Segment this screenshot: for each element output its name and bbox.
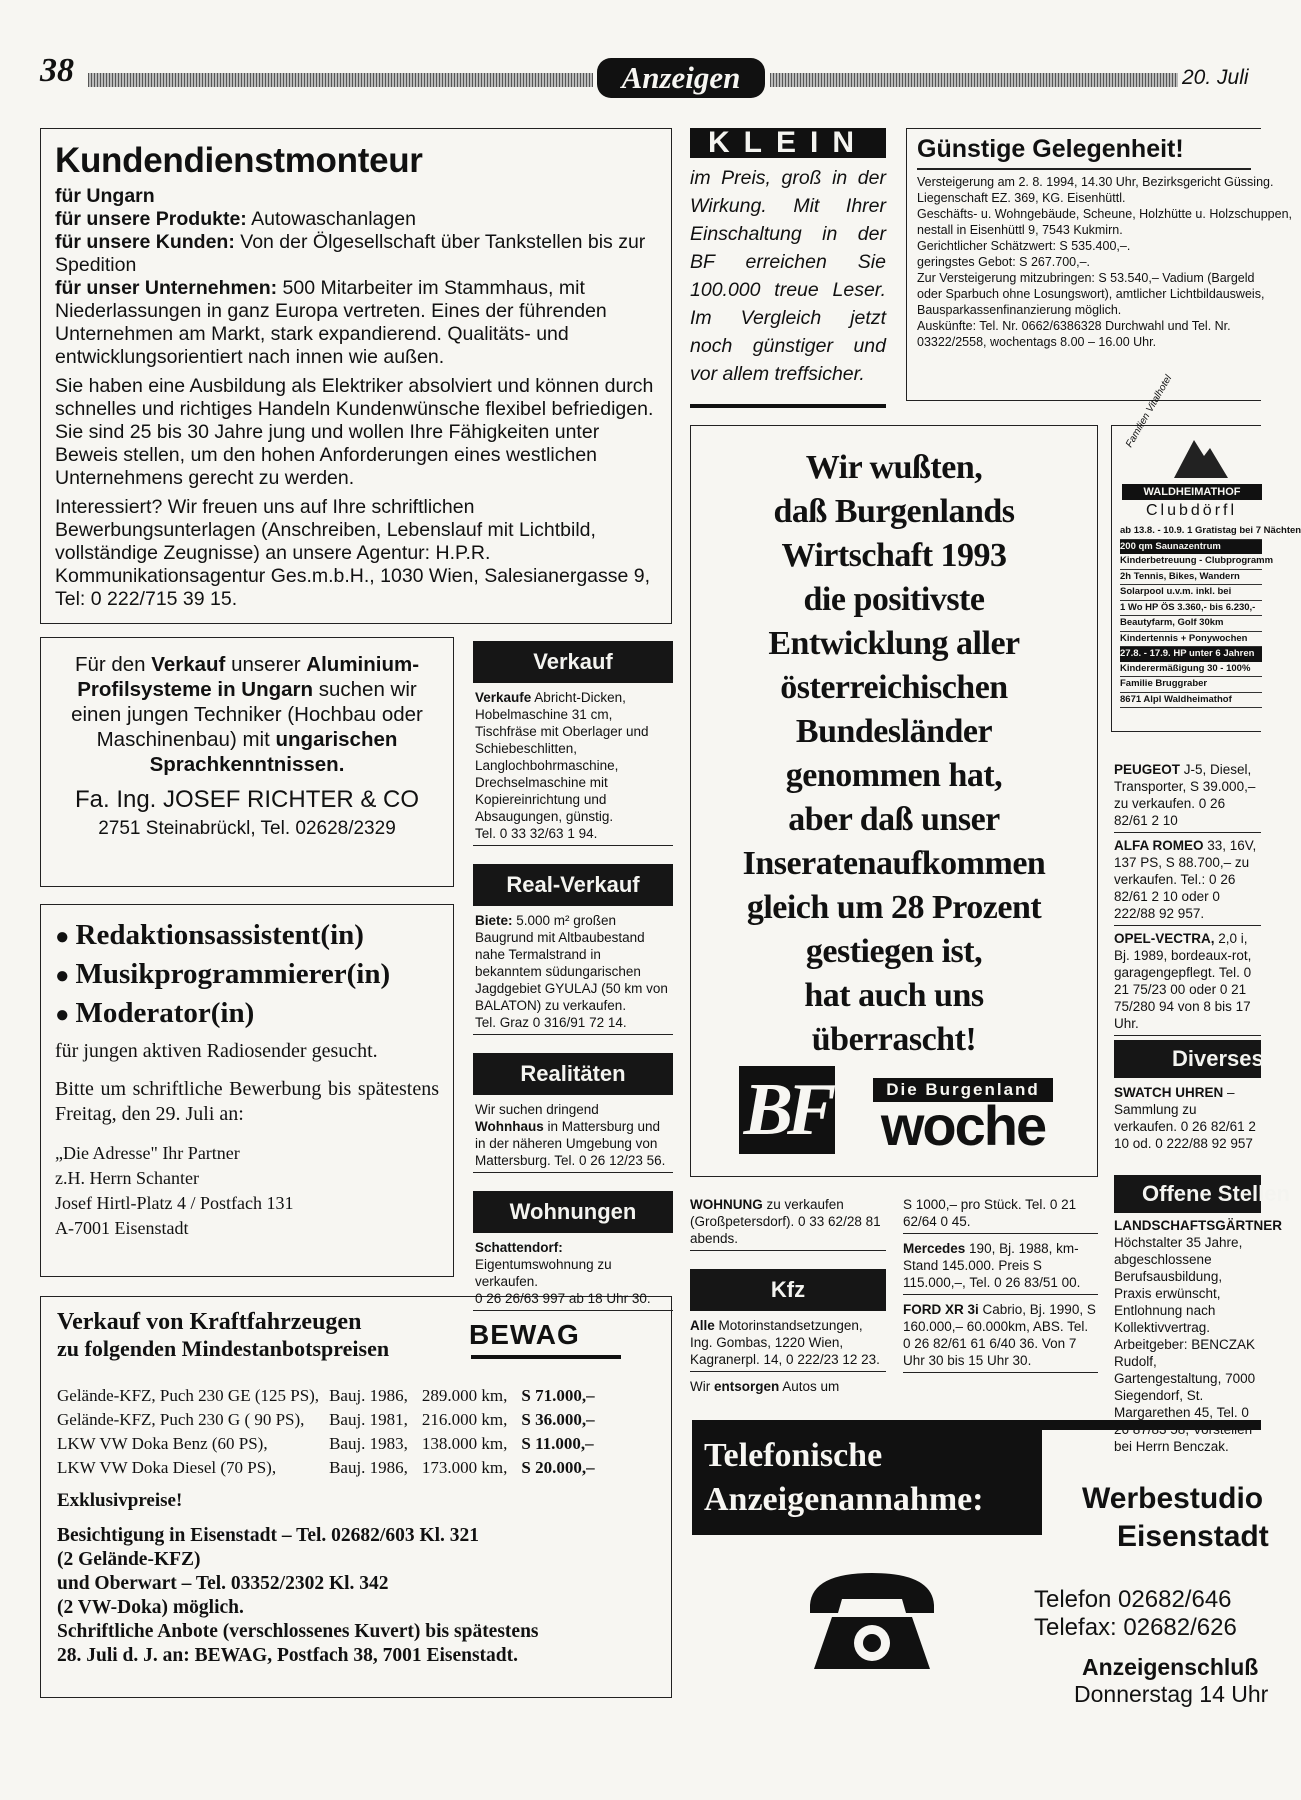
club-detail-line: Solarpool u.v.m. inkl. bei [1120, 585, 1262, 601]
bullet-icon: ● [55, 924, 76, 950]
vehicle-year: Bauj. 1986, [329, 1458, 408, 1477]
radio-position-label: Redaktionsassistent(in) [75, 919, 364, 951]
job-profile-text: Sie haben eine Ausbildung als Elektriker absolviert und können durch schnelles und richtiges Handeln Kundenwünsche flexibel befriedigen. Sie sind 25 bis 30 Jahre jung und wollen Ihre Fähigkeiten unter Beweis stellen, um den hohen Anforderungen eines westlichen Unternehmens gerecht zu werden. [55, 375, 654, 489]
tel-title-2: Anzeigenannahme: [704, 1481, 984, 1518]
klein-text: im Preis, groß in der Wirkung. Mit Ihrer Einschaltung in der BF erreichen Sie 100.000 treue Leser. Im Vergleich jetzt noch günstiger und vor allem treffsicher. [690, 167, 886, 385]
job-requirement-label: für unser Unternehmen: [55, 277, 278, 299]
club-detail-line: 1 Wo HP ÖS 3.360,- bis 6.230,- [1120, 601, 1262, 617]
job-requirement-text: 500 Mitarbeiter im Stammhaus, mit Niederlassungen in ganz Europa vertreten. Eines der führenden Unternehmen am Markt, stark expandierend. Qualitäts- und entwicklungsorientiert nach innen wie außen. [55, 277, 607, 368]
bf-woche-ad [690, 425, 1098, 1177]
radio-position [55, 995, 439, 1034]
bewag-footer-line: Besichtigung in Eisenstadt – Tel. 02682/603 Kl. 321 [57, 1525, 480, 1546]
job-requirement-line [55, 185, 659, 208]
section-header-wohnungen: Wohnungen [473, 1191, 673, 1233]
tel-title-1: Telefonische [704, 1437, 883, 1474]
bf-headline-line: österreichischen [780, 669, 1008, 706]
header-rule-left [88, 73, 593, 87]
diverses-section [1114, 1040, 1264, 1151]
section-header-kfz: Kfz [690, 1269, 886, 1311]
offene-stellen-section [1114, 1175, 1290, 1454]
bf-headline-line: Entwicklung aller [768, 625, 1020, 662]
ad-swatch: SWATCH UHREN – Sammlung zu verkaufen. 0 26 82/61 2 10 od. 0 222/88 92 957 [1114, 1085, 1256, 1151]
bf-headline-line: Inseratenaufkommen [742, 845, 1046, 882]
job-requirement-label: für unsere Produkte: [55, 208, 247, 230]
vehicle-km: 289.000 km, [421, 1386, 508, 1405]
bewag-footer-line: (2 VW-Doka) möglich. [57, 1597, 244, 1618]
radio-job-ad [40, 904, 454, 1277]
bf-headline-line: aber daß unser [788, 801, 1000, 838]
club-sub: Clubdörfl [1146, 502, 1238, 519]
section-header-realitaeten: Realitäten [473, 1053, 673, 1095]
car-ad [1114, 926, 1261, 1036]
radio-address [55, 1141, 439, 1241]
car-ad-text: 33, 16V, 137 PS, S 88.700,– zu verkaufen. Tel.: 0 26 82/61 2 10 oder 0 222/88 92 957. [1114, 838, 1257, 921]
vehicle-price: S 11.000,– [521, 1434, 594, 1453]
bf-brand-top: Die Burgenland [873, 1078, 1053, 1102]
job-requirement-text: Autowaschanlagen [246, 208, 416, 230]
ad-landschaftsgaertner: LANDSCHAFTSGÄRTNER Höchstalter 35 Jahre, abgeschlossene Berufsausbildung, Praxis erwünscht, Entlohnung nach Kollektivvertrag. Arbeitgeber: BENCZAK Rudolf, Gartengestaltung, 7000 Siegendorf, St. Margarethen 45, Tel. 0 bei Herrn Benczak. [1114, 1218, 1282, 1454]
bewag-vehicle-row [57, 1408, 595, 1432]
tel-title-block [692, 1420, 1042, 1535]
bewag-footer-line: und Oberwart – Tel. 03352/2302 Kl. 342 [57, 1573, 389, 1594]
bf-headline-line: Wirtschaft 1993 [781, 537, 1007, 574]
ad-entsorgen: Wir entsorgen Autos um [690, 1379, 840, 1394]
ad-wohnung-grosspetersdorf: WOHNUNG zu verkaufen (Großpetersdorf). 0 33 62/28 81 abends. [690, 1196, 886, 1251]
bf-headline-line: hat auch uns [804, 977, 984, 1014]
issue-date: 20. Juli [1182, 66, 1249, 89]
job-requirement-line [55, 208, 659, 231]
radio-text-2: Bitte um schriftliche Bewerbung bis spätestens Freitag, den 29. Juli an: [55, 1078, 439, 1125]
vehicle-name: Gelände-KFZ, Puch 230 GE (125 PS), [57, 1386, 320, 1405]
club-detail-line: Beautyfarm, Golf 30km [1120, 616, 1262, 632]
classified-column-middle [473, 641, 673, 1311]
richter-company: Fa. Ing. JOSEF RICHTER & CO [74, 786, 420, 813]
richter-ad-text: Für den Verkauf unserer Aluminium-Profilsysteme in Ungarn suchen wir einen jungen Techniker (Hochbau oder Maschinenbau) mit ungarischen Sprachkenntnissen. [71, 653, 423, 776]
tel-right-2: Eisenstadt [1117, 1520, 1269, 1553]
vehicle-price: S 20.000,– [521, 1458, 595, 1477]
tel-close-2: Donnerstag 14 Uhr [1074, 1681, 1269, 1707]
car-ad-title: ALFA ROMEO [1114, 838, 1204, 853]
radio-position [55, 917, 439, 956]
radio-text-1: für jungen aktiven Radiosender gesucht. [55, 1040, 378, 1062]
bewag-exclusive: Exklusivpreise! [57, 1490, 183, 1511]
club-detail-line: Kinderbetreuung - Clubprogramm [1120, 554, 1262, 570]
section-header-diverses: Diverses [1114, 1040, 1261, 1078]
page-number: 38 [40, 52, 74, 89]
gelegenheit-line: Auskünfte: Tel. Nr. 0662/6386328 Durchwahl und Tel. Nr. [917, 319, 1231, 333]
kfz-column-left [690, 1196, 886, 1395]
bf-ad-headline [697, 446, 1091, 1062]
bewag-ad [40, 1296, 672, 1698]
club-detail-line: ab 13.8. - 10.9. 1 Gratistag bei 7 Nächten [1120, 524, 1262, 540]
club-detail-line: 27.8. - 17.9. HP unter 6 Jahren [1120, 647, 1262, 662]
bf-headline-line: Bundesländer [795, 713, 993, 750]
gelegenheit-line: Bausparkassenfinanzierung möglich. [917, 303, 1122, 317]
vehicle-price: S 71.000,– [521, 1386, 595, 1405]
radio-address-line: „Die Adresse" Ihr Partner [55, 1143, 240, 1163]
section-logo: Anzeigen [597, 58, 765, 98]
bf-headline-line: die positivste [803, 581, 985, 618]
richter-address: 2751 Steinabrückl, Tel. 02628/2329 [98, 818, 396, 839]
club-detail-line: Kindertennis + Ponywochen [1120, 632, 1262, 648]
club-details [1120, 524, 1301, 708]
telephone-icon [802, 1565, 942, 1675]
bf-headline-line: genommen hat, [785, 757, 1003, 794]
ad-wohnungen: Schattendorf: Eigentumswohnung zu verkaufen. 0 26 26/63 997 ab 18 Uhr 30. [473, 1233, 673, 1311]
bullet-icon: ● [55, 963, 76, 989]
bewag-logo-arrow [471, 1355, 621, 1359]
gelegenheit-line: geringstes Gebot: S 267.700,–. [917, 255, 1091, 269]
bewag-title-2: zu folgenden Mindestanbotspreisen [57, 1336, 390, 1361]
vehicle-year: Bauj. 1981, [329, 1410, 408, 1429]
radio-position-label: Moderator(in) [75, 997, 255, 1029]
radio-address-line: z.H. Herrn Schanter [55, 1168, 199, 1188]
gelegenheit-line: Gerichtlicher Schätzwert: S 535.400,–. [917, 239, 1131, 253]
vehicle-name: LKW VW Doka Benz (60 PS), [57, 1434, 268, 1453]
gelegenheit-line: Versteigerung am 2. 8. 1994, 14.30 Uhr, Bezirksgericht Güssing. [917, 175, 1274, 189]
tel-close-1: Anzeigenschluß [1082, 1654, 1259, 1680]
club-ad [1111, 373, 1301, 732]
bewag-vehicle-row [57, 1432, 595, 1456]
job-title: Kundendienstmonteur [55, 141, 423, 180]
klein-ad [690, 128, 886, 408]
ad-ford: FORD XR 3i Cabrio, Bj. 1990, S 160.000,– 60.000km, ABS. Tel. 0 26 82/61 61 6/40 36. Von 7 Uhr 30 bis 15 Uhr 30. [903, 1295, 1098, 1373]
job-contact-text: Interessiert? Wir freuen uns auf Ihre schriftlichen Bewerbungsunterlagen (Anschreiben, Lebenslauf mit Lichtbild, vollständige Zeugnisse) an unsere Agentur: H.P.R. Kommunikationsagentur Ges.m.b.H., 1030 Wien, Salesianergasse 9, Tel: 0 222/715 39 15. [55, 496, 651, 610]
vehicle-km: 138.000 km, [421, 1434, 508, 1453]
gelegenheit-line: nestall in Eisenhüttl 9, 7543 Kukmirn. [917, 223, 1123, 237]
section-header-offene-stellen: Offene Stellen [1114, 1175, 1261, 1213]
ad-real-verkauf: Biete: 5.000 m² großen Baugrund mit Altbaubestand nahe Termalstrand in bekanntem südungarischen Jagdgebiet GYULAJ (50 km von BALATON) zu verkaufen. Tel. Graz 0 316/91 72 14. [473, 906, 673, 1035]
vehicle-name: Gelände-KFZ, Puch 230 G ( 90 PS), [57, 1410, 305, 1429]
job-requirement-text: Von der Ölgesellschaft über Tankstellen bis zur Spedition [55, 231, 646, 276]
gelegenheit-line: Geschäfts- u. Wohngebäude, Scheune, Holzhütte u. Holzschuppen, [917, 207, 1293, 221]
gelegenheit-ad [906, 128, 1293, 401]
ad-mercedes: Mercedes 190, Bj. 1988, km-Stand 145.000. Preis S 115.000,–, Tel. 0 26 83/51 00. [903, 1234, 1098, 1295]
gelegenheit-text [917, 174, 1293, 350]
gelegenheit-title: Günstige Gelegenheit! [917, 135, 1184, 163]
club-name: WALDHEIMATHOF [1122, 484, 1262, 500]
telefon-anzeigen-ad [692, 1420, 1269, 1707]
job-requirements [55, 185, 659, 369]
job-ad-kundendienstmonteur [40, 128, 672, 624]
section-header-real-verkauf: Real-Verkauf [473, 864, 673, 906]
radio-position [55, 956, 439, 995]
job-requirement-line [55, 231, 659, 277]
vehicle-price: S 36.000,– [521, 1410, 595, 1429]
bf-headline-line: Wir wußten, [805, 449, 983, 486]
job-requirement-label: für Ungarn [55, 185, 155, 207]
radio-positions [55, 917, 439, 1034]
bewag-footer-line: Schriftliche Anbote (verschlossenes Kuvert) bis spätestens [57, 1621, 539, 1642]
vehicle-km: 173.000 km, [421, 1458, 508, 1477]
mountain-logo-icon [1170, 432, 1230, 480]
bf-brand-bottom: woche [880, 1094, 1046, 1157]
bewag-title-1: Verkauf von Kraftfahrzeugen [57, 1309, 362, 1335]
club-detail-line: 8671 Alpl Waldheimathof [1120, 693, 1262, 709]
club-detail-line: 200 qm Saunazentrum [1120, 540, 1262, 555]
tel-fax: Telefax: 02682/626 [1034, 1614, 1237, 1641]
tel-phone: Telefon 02682/646 [1034, 1586, 1232, 1613]
radio-address-line: A-7001 Eisenstadt [55, 1218, 189, 1238]
bf-logo: BF [739, 1066, 835, 1154]
ad-verkauf: Verkaufe Abricht-Dicken, Hobelmaschine 31 cm, Tischfräse mit Oberlager und Schiebeschlitten, Langlochbohrmaschine, Drechselmaschine mit Kopiereinrichtung und Absaugungen, günstig. Tel. 0 33 32/63 1 94. [473, 683, 673, 846]
bewag-vehicle-row [57, 1456, 595, 1480]
gelegenheit-rule [917, 168, 1251, 170]
car-ad [1114, 833, 1261, 926]
klein-header: KLEIN [690, 128, 886, 158]
vehicle-year: Bauj. 1983, [329, 1434, 408, 1453]
club-detail-line: 2h Tennis, Bikes, Wandern [1120, 570, 1262, 586]
car-ad-text: J-5, Diesel, Transporter, S 39.000,– zu verkaufen. 0 26 82/61 2 10 [1114, 762, 1256, 828]
bewag-logo: BEWAG [469, 1319, 580, 1350]
bf-headline-line: gleich um 28 Prozent [746, 889, 1042, 926]
bullet-icon: ● [55, 1002, 76, 1028]
bewag-footer [57, 1524, 655, 1668]
ad-motorinstandsetzung: Alle Motorinstandsetzungen, Ing. Gombas, 1220 Wien, Kagranerpl. 14, 0 222/23 12 23. [690, 1311, 886, 1372]
bf-headline-line: überrascht! [811, 1021, 977, 1058]
bf-headline-line: gestiegen ist, [805, 933, 983, 970]
car-ad-text: 2,0 i, Bj. 1989, bordeaux-rot, garagengepflegt. Tel. 0 21 75/23 00 oder 0 21 75/280 94 von 8 bis 17 Uhr. [1114, 931, 1252, 1031]
bewag-footer-line: 28. Juli d. J. an: BEWAG, Postfach 38, 7001 Eisenstadt. [57, 1645, 519, 1666]
bewag-footer-line: (2 Gelände-KFZ) [57, 1549, 201, 1570]
vehicle-km: 216.000 km, [421, 1410, 508, 1429]
header-rule-right [770, 73, 1178, 87]
gelegenheit-line: Liegenschaft EZ. 369, KG. Eisenhüttl. [917, 191, 1126, 205]
tel-right-1: Werbestudio [1082, 1482, 1264, 1515]
car-ad-title: PEUGEOT [1114, 762, 1181, 777]
club-detail-line: Familie Bruggraber [1120, 677, 1262, 693]
job-requirement-line [55, 277, 659, 369]
car-ad-title: OPEL-VECTRA, [1114, 931, 1215, 946]
club-detail-line: Kinderermäßigung 30 - 100% [1120, 662, 1262, 678]
gelegenheit-line: oder Sparbuch ohne Losungswort), amtlicher Lichtbildausweis, [917, 287, 1265, 301]
bewag-vehicle-table [57, 1384, 595, 1480]
bewag-vehicle-row [57, 1384, 595, 1408]
vehicle-year: Bauj. 1986, [329, 1386, 408, 1405]
section-header-verkauf: Verkauf [473, 641, 673, 683]
gelegenheit-line: Zur Versteigerung mitzubringen: S 53.540,– Vadium (Bargeld [917, 271, 1255, 285]
ad-entsorgen-preis: S 1000,– pro Stück. Tel. 0 21 62/64 0 45. [903, 1196, 1098, 1234]
ad-realitaeten: Wir suchen dringend Wohnhaus in Mattersburg und in der näheren Umgebung von Mattersburg. Tel. 0 26 12/23 56. [473, 1095, 673, 1173]
bf-headline-line: daß Burgenlands [773, 493, 1015, 530]
club-vertical-text: Familien Vitalhotel [1124, 373, 1175, 450]
radio-position-label: Musikprogrammierer(in) [75, 958, 391, 990]
radio-address-line: Josef Hirtl-Platz 4 / Postfach 131 [55, 1193, 294, 1213]
richter-ad [40, 637, 454, 887]
job-requirement-label: für unsere Kunden: [55, 231, 235, 253]
car-classifieds [1114, 757, 1261, 1036]
kfz-column-right [903, 1196, 1098, 1373]
vehicle-name: LKW VW Doka Diesel (70 PS), [57, 1458, 277, 1477]
gelegenheit-line: 03322/2558, wochentags 8.00 – 16.00 Uhr. [917, 335, 1157, 349]
klein-bottom-rule [690, 404, 886, 408]
car-ad [1114, 757, 1261, 833]
